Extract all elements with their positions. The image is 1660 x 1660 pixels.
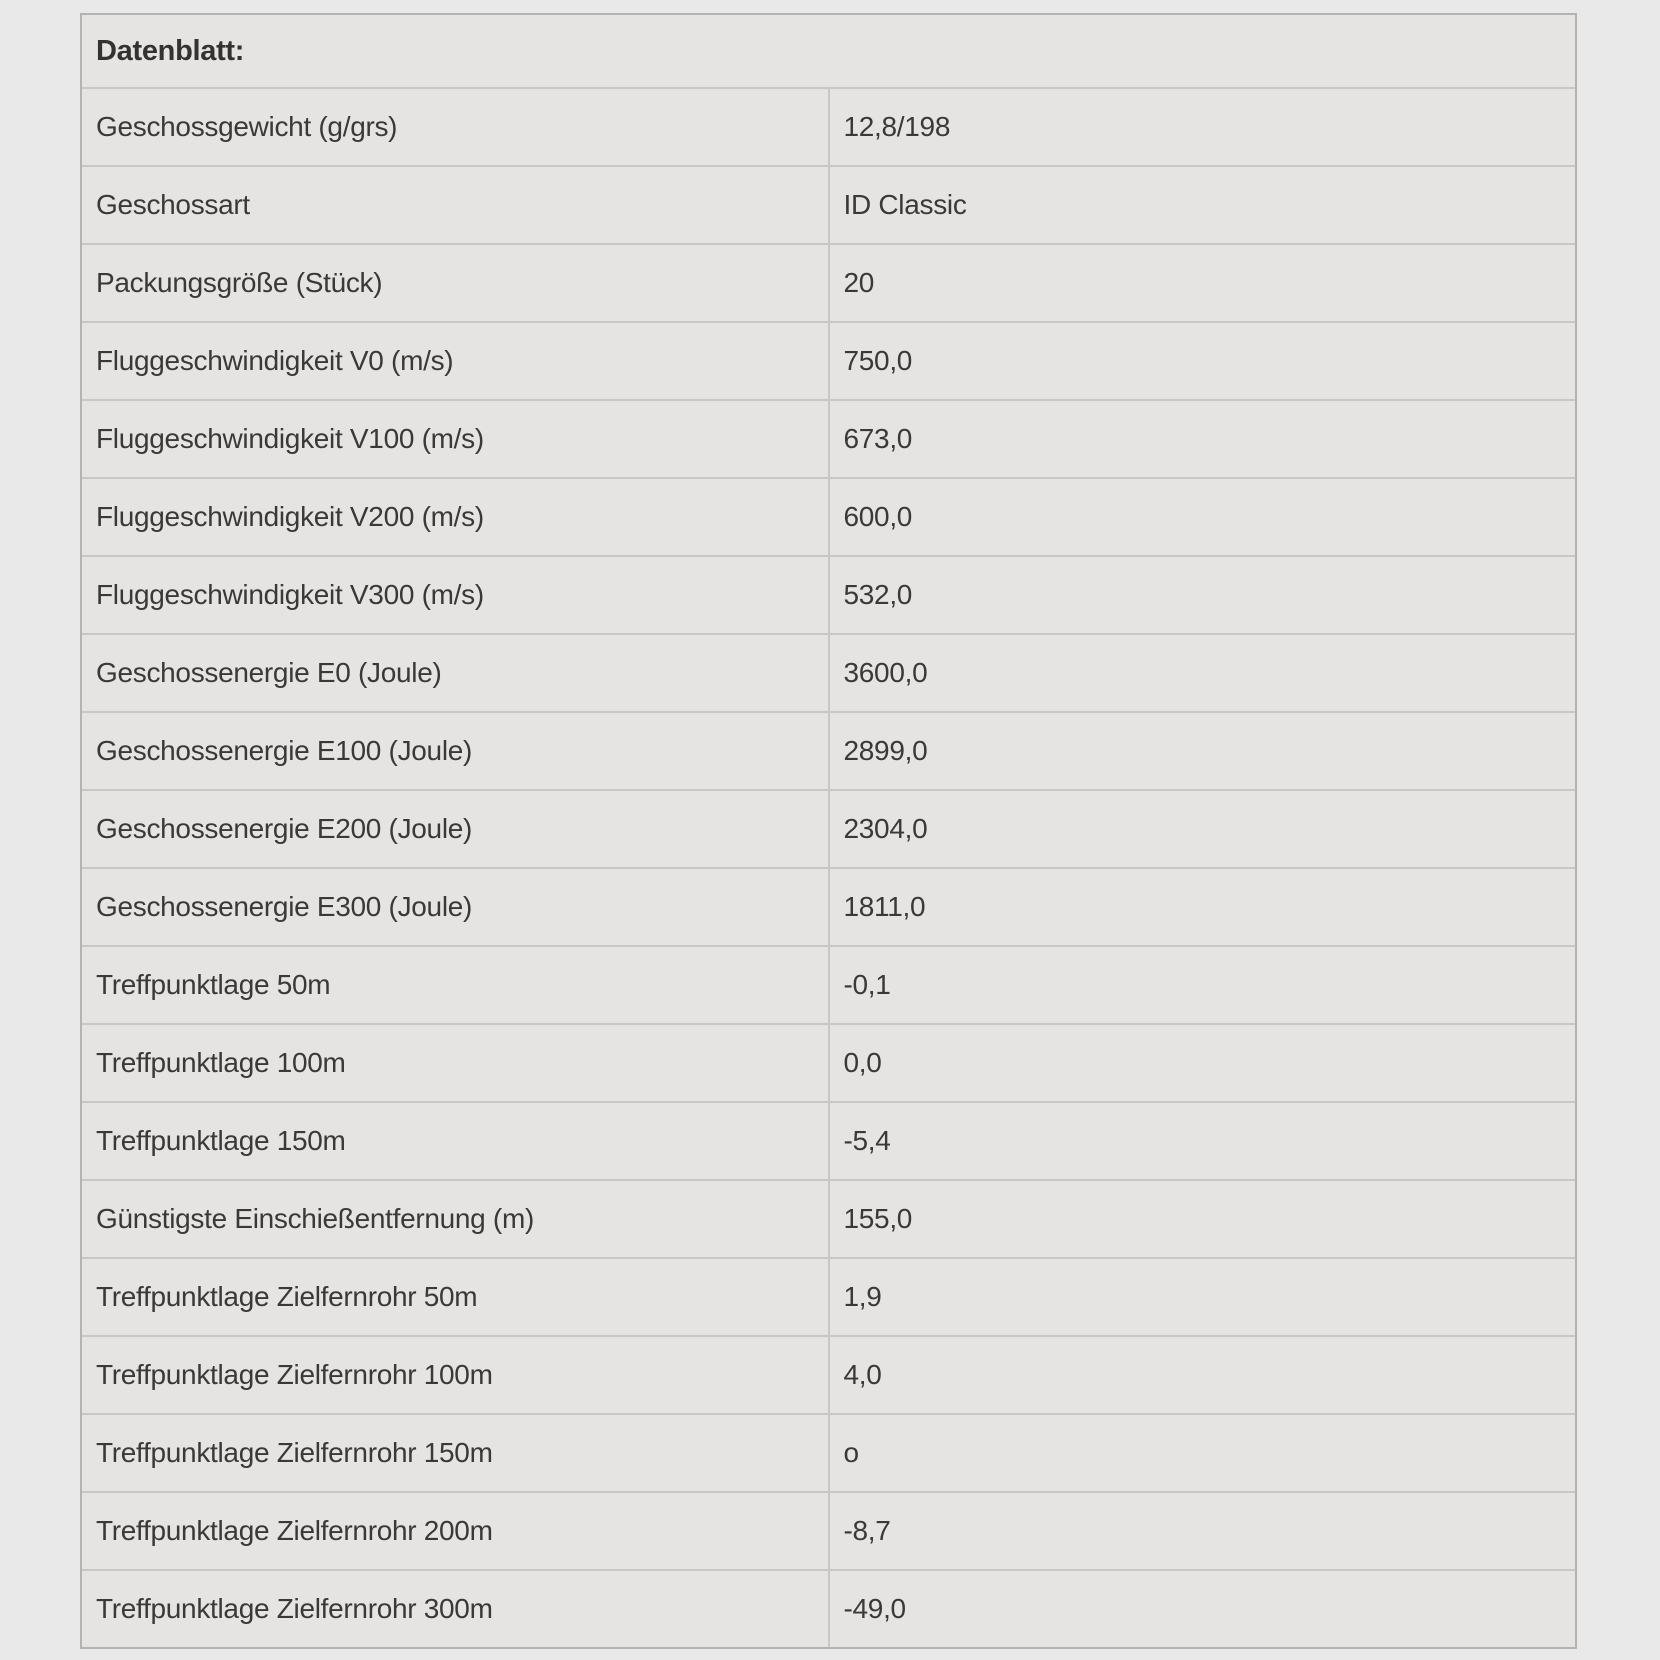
row-value: 1,9 <box>829 1258 1576 1336</box>
row-label: Treffpunktlage Zielfernrohr 300m <box>82 1570 829 1647</box>
table-row <box>82 244 1575 322</box>
table-row <box>82 634 1575 712</box>
row-label: Treffpunktlage Zielfernrohr 50m <box>82 1258 829 1336</box>
row-value: -8,7 <box>829 1492 1576 1570</box>
table-row <box>82 1258 1575 1336</box>
row-label: Geschossenergie E0 (Joule) <box>82 634 829 712</box>
row-label: Treffpunktlage 100m <box>82 1024 829 1102</box>
row-label: Geschossenergie E200 (Joule) <box>82 790 829 868</box>
row-label: Treffpunktlage 150m <box>82 1102 829 1180</box>
row-label: Geschossgewicht (g/grs) <box>82 88 829 166</box>
row-value: 0,0 <box>829 1024 1576 1102</box>
row-value: 155,0 <box>829 1180 1576 1258</box>
row-label: Treffpunktlage 50m <box>82 946 829 1024</box>
table-row <box>82 946 1575 1024</box>
row-label: Fluggeschwindigkeit V300 (m/s) <box>82 556 829 634</box>
row-value: 4,0 <box>829 1336 1576 1414</box>
table-header-row <box>82 15 1575 88</box>
table-row <box>82 322 1575 400</box>
table-row <box>82 166 1575 244</box>
row-label: Treffpunktlage Zielfernrohr 150m <box>82 1414 829 1492</box>
table-title: Datenblatt: <box>82 15 1575 88</box>
table-row <box>82 556 1575 634</box>
table-row <box>82 1336 1575 1414</box>
row-label: Fluggeschwindigkeit V200 (m/s) <box>82 478 829 556</box>
table-row <box>82 790 1575 868</box>
row-value: 2899,0 <box>829 712 1576 790</box>
row-value: 20 <box>829 244 1576 322</box>
row-value: ID Classic <box>829 166 1576 244</box>
table-row <box>82 712 1575 790</box>
datasheet-table <box>82 15 1575 1647</box>
row-value: -49,0 <box>829 1570 1576 1647</box>
row-value: 3600,0 <box>829 634 1576 712</box>
table-row <box>82 1492 1575 1570</box>
table-row <box>82 1102 1575 1180</box>
row-value: -0,1 <box>829 946 1576 1024</box>
row-value: 750,0 <box>829 322 1576 400</box>
row-value: -5,4 <box>829 1102 1576 1180</box>
table-row <box>82 400 1575 478</box>
row-label: Fluggeschwindigkeit V100 (m/s) <box>82 400 829 478</box>
table-row <box>82 1570 1575 1647</box>
row-label: Treffpunktlage Zielfernrohr 200m <box>82 1492 829 1570</box>
table-row <box>82 88 1575 166</box>
row-value: o <box>829 1414 1576 1492</box>
row-label: Geschossenergie E100 (Joule) <box>82 712 829 790</box>
table-row <box>82 1180 1575 1258</box>
datasheet-panel <box>80 13 1577 1649</box>
row-label: Fluggeschwindigkeit V0 (m/s) <box>82 322 829 400</box>
row-value: 600,0 <box>829 478 1576 556</box>
row-value: 1811,0 <box>829 868 1576 946</box>
table-row <box>82 1414 1575 1492</box>
table-row <box>82 1024 1575 1102</box>
row-label: Geschossart <box>82 166 829 244</box>
table-row <box>82 868 1575 946</box>
row-label: Günstigste Einschießentfernung (m) <box>82 1180 829 1258</box>
row-label: Treffpunktlage Zielfernrohr 100m <box>82 1336 829 1414</box>
row-value: 2304,0 <box>829 790 1576 868</box>
table-row <box>82 478 1575 556</box>
row-value: 532,0 <box>829 556 1576 634</box>
row-label: Geschossenergie E300 (Joule) <box>82 868 829 946</box>
row-value: 673,0 <box>829 400 1576 478</box>
row-label: Packungsgröße (Stück) <box>82 244 829 322</box>
row-value: 12,8/198 <box>829 88 1576 166</box>
